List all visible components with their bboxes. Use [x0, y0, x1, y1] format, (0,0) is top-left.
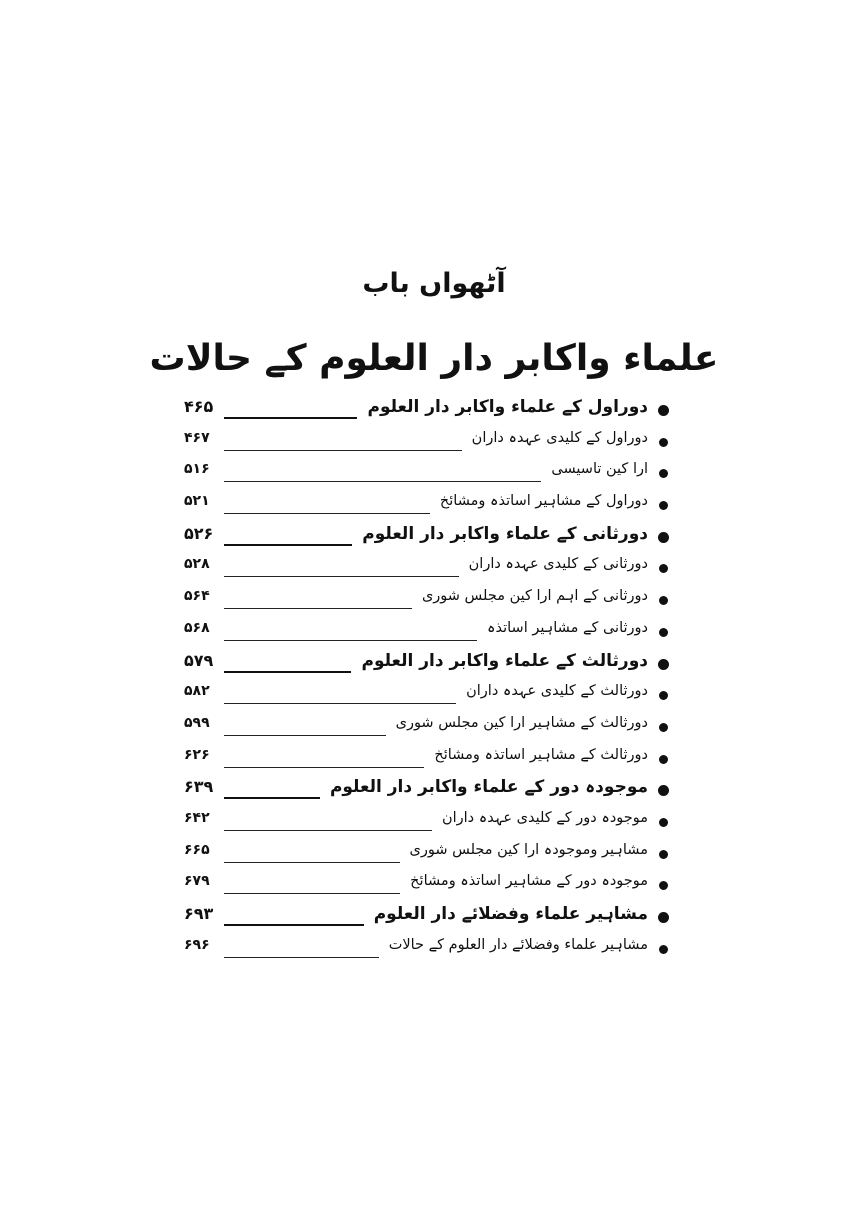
leader-line — [224, 513, 430, 514]
bullet-icon — [659, 691, 668, 700]
toc-entry[interactable] — [184, 903, 670, 935]
toc-page-number: ۵۲۶ — [184, 523, 214, 543]
leader-line — [224, 703, 456, 704]
toc-entry[interactable] — [184, 776, 670, 808]
bullet-icon — [659, 628, 668, 637]
toc-entry-title: مشاہیر علماء وفضلائے دار العلوم کے حالات — [388, 936, 648, 953]
bullet-icon — [659, 850, 668, 859]
toc-entry[interactable] — [184, 618, 670, 650]
toc-entry-title: ارا کین تاسیسی — [551, 461, 648, 478]
leader-line — [224, 608, 412, 609]
leader-line — [224, 671, 351, 673]
bullet-icon — [658, 912, 669, 923]
toc-entry[interactable] — [184, 554, 670, 586]
toc-entry-title: مشاہیر وموجودہ ارا کین مجلس شوری — [409, 841, 648, 858]
toc-entry-title: دوراول کے علماء واکابر دار العلوم — [367, 397, 648, 417]
leader-line — [224, 481, 541, 482]
toc-page-number: ۶۴۲ — [184, 809, 210, 826]
leader-line — [224, 767, 424, 768]
leader-line — [224, 450, 462, 451]
toc-entry[interactable] — [184, 459, 670, 491]
toc-entry-title: دورثانی کے علماء واکابر دار العلوم — [362, 523, 648, 544]
leader-line — [224, 830, 432, 831]
toc-page-number: ۵۷۹ — [184, 650, 214, 670]
toc-entry[interactable] — [184, 935, 670, 967]
toc-page-number: ۵۶۸ — [184, 619, 210, 636]
leader-line — [224, 862, 400, 863]
bullet-icon — [659, 945, 668, 954]
toc-entry-title: دورثالث کے علماء واکابر دار العلوم — [361, 650, 648, 671]
bullet-icon — [659, 881, 668, 890]
toc-entry[interactable] — [184, 428, 670, 460]
leader-line — [224, 640, 477, 641]
toc-entry-title: موجودہ دور کے کلیدی عہدہ داران — [441, 809, 648, 826]
toc-entry[interactable] — [184, 586, 670, 618]
leader-line — [224, 924, 364, 926]
bullet-icon — [659, 723, 668, 732]
toc-entry-title: دورثانی کے مشاہیر اساتذہ — [487, 619, 648, 636]
toc-entry[interactable] — [184, 713, 670, 745]
toc-entry-title: دوراول کے مشاہیر اساتذہ ومشائخ — [439, 493, 648, 510]
toc-entry-title: مشاہیر علماء وفضلائے دار العلوم — [373, 904, 648, 924]
toc-entry[interactable] — [184, 681, 670, 713]
toc-page-number: ۵۶۴ — [184, 588, 210, 605]
leader-line — [224, 544, 352, 546]
toc-page-number: ۶۲۶ — [184, 746, 210, 763]
bullet-icon — [659, 596, 668, 605]
bullet-icon — [659, 564, 668, 573]
toc-page-number: ۶۹۶ — [184, 936, 210, 953]
leader-line — [224, 576, 459, 577]
toc-entry[interactable] — [184, 523, 670, 555]
table-of-contents — [184, 396, 670, 966]
leader-line — [224, 797, 320, 799]
toc-page-number: ۵۲۸ — [184, 556, 210, 573]
leader-line — [224, 957, 379, 958]
bullet-icon — [659, 438, 668, 447]
leader-line — [224, 417, 357, 419]
bullet-icon — [659, 501, 668, 510]
toc-page-number: ۴۶۵ — [184, 397, 214, 416]
toc-entry-title: دورثانی کے کلیدی عہدہ داران — [468, 556, 648, 573]
chapter-title: علماء واکابر دار العلوم کے حالات — [149, 338, 719, 379]
toc-entry[interactable] — [184, 491, 670, 523]
bullet-icon — [659, 818, 668, 827]
toc-page-number: ۵۹۹ — [184, 714, 210, 731]
toc-entry[interactable] — [184, 871, 670, 903]
toc-entry[interactable] — [184, 808, 670, 840]
toc-entry-title: موجودہ دور کے علماء واکابر دار العلوم — [329, 777, 648, 798]
bullet-icon — [659, 469, 668, 478]
toc-page-number: ۶۶۵ — [184, 841, 210, 858]
toc-entry[interactable] — [184, 840, 670, 872]
bullet-icon — [658, 532, 669, 543]
toc-page-number: ۵۲۱ — [184, 493, 210, 510]
toc-entry-title: دورثانی کے اہم ارا کین مجلس شوری — [421, 588, 648, 605]
leader-line — [224, 893, 400, 894]
toc-entry-title: موجودہ دور کے مشاہیر اساتذہ ومشائخ — [410, 873, 648, 890]
toc-page-number: ۴۶۷ — [184, 429, 210, 446]
toc-entry-title: دوراول کے کلیدی عہدہ داران — [471, 429, 648, 446]
chapter-label: آٹھواں باب — [362, 268, 506, 299]
toc-entry-title: دورثالث کے مشاہیر ارا کین مجلس شوری — [395, 714, 648, 731]
toc-page-number: ۶۷۹ — [184, 873, 210, 890]
leader-line — [224, 735, 386, 736]
toc-page-number: ۶۹۳ — [184, 904, 214, 923]
toc-entry[interactable] — [184, 650, 670, 682]
toc-entry[interactable] — [184, 745, 670, 777]
toc-page-number: ۵۱۶ — [184, 461, 210, 478]
toc-page-number: ۶۳۹ — [184, 777, 214, 797]
toc-entry[interactable] — [184, 396, 670, 428]
bullet-icon — [658, 659, 669, 670]
toc-entry-title: دورثالث کے مشاہیر اساتذہ ومشائخ — [434, 746, 648, 763]
toc-page-number: ۵۸۲ — [184, 683, 210, 700]
bullet-icon — [658, 405, 669, 416]
bullet-icon — [659, 755, 668, 764]
bullet-icon — [658, 785, 669, 796]
toc-entry-title: دورثالث کے کلیدی عہدہ داران — [466, 683, 648, 700]
